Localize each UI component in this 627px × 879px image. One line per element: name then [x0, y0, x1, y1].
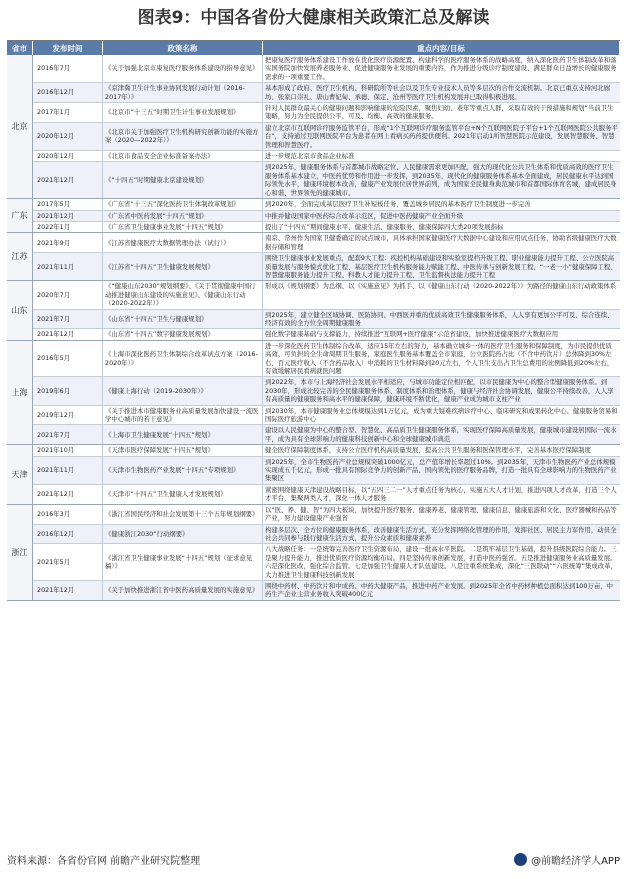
table-body — [7, 55, 620, 601]
policy-content: 到2022年，本市与上海经济社会发展水平相适应，与城市功能定位相匹配，以市民健康为中心的整合型健康服务体系。到2030年，形成比较完善的全民健康服务体系、制度体系和治理体系，健康与经济社会协调发展，健康公平持续改善，人人享有高质量的健康服务和高水平的健康保障，健康环境不断优化，健康产业成为城市支柱产业 — [265, 378, 614, 404]
province-group — [7, 445, 620, 504]
province-name: 广东 — [7, 199, 33, 232]
policy-content: 构建多层次、全方位的健康服务体系，改善健康生活方式，充分发挥网络化管理的作用，发挥社区、居民主力军作用，动员全社会共同参与践行健康生活方式，提升公众素质和健康素养 — [265, 525, 617, 542]
policy-name: 《天津市医疗保障发展“十四五”规划》 — [103, 445, 263, 455]
province-name: 上海 — [7, 341, 33, 444]
table-row — [33, 406, 620, 426]
province-rows — [33, 281, 620, 339]
policy-content: 到2025年，全市生物医药产业总规模突破1000亿元，总产值年增长率超过10%。到2035年，天津市生物医药产业总体规模实现成五千亿元，形成一批具有国际竞争力的创新产品、国内领先的医疗服务品牌，打造一批具有全球影响力的生物医药产业集聚区 — [265, 457, 617, 483]
policy-content: 到2020年，全面完成基层医疗卫生补短板任务，覆盖城乡居民的基本医疗卫生制度进一步完善 — [265, 200, 531, 209]
table-row — [33, 253, 620, 280]
brand — [514, 852, 620, 867]
policy-content: 围绕中药材、中药饮片和中成药、中药大健康产品，推进中药产业发展。到2025年全省中药材种植总面积达到100万亩，中药生产企业主营业务收入突破400亿元 — [265, 581, 613, 599]
footer — [7, 849, 620, 869]
policy-name: 《健康浙江2030”行动纲要》 — [103, 525, 263, 544]
policy-name: 《健康上海行动（2019-2030年）》 — [103, 377, 263, 404]
province-name: 浙江 — [7, 505, 33, 600]
policy-name: 《山东省“十四五”卫生与健康规划》 — [103, 310, 263, 329]
table-row — [33, 505, 620, 525]
policy-name: 《山东省“十四五”数字健康发展规划》 — [103, 329, 263, 339]
policy-name: 《浙江省卫生健康事业发展“十四五”规划（征求意见稿）》 — [103, 544, 263, 580]
table-row — [33, 485, 620, 504]
publish-date: 2017年1月 — [33, 103, 103, 122]
table-row — [33, 199, 620, 210]
publish-date: 2017年5月 — [33, 199, 103, 209]
table-row — [33, 123, 620, 151]
publish-date: 2021年9月 — [33, 233, 103, 252]
policy-content: 建设以人民健康为中心的整合型、智慧化、高品质卫生健康服务体系，实现医疗保障高质量发展，健康城市建设居国际一流水平，成为具有全球影响力的健康科技创新中心和全球健康城市典范 — [265, 426, 617, 443]
province-group — [7, 505, 620, 601]
publish-date: 2021年7月 — [33, 425, 103, 444]
province-rows — [33, 341, 620, 444]
policy-content: 到2030年，本市健康服务业总体规模达到1万亿元，成为重大疑难疾病诊疗中心、临床研究和成果转化中心、健康服务贸易和国际医疗旅游中心 — [265, 406, 618, 424]
publish-date: 2016年7月 — [33, 55, 103, 82]
policy-content: 把康复医疗服务体系建设工作放在优化医疗资源配置、构建科学的医疗服务体系的战略高度，纳入深化医药卫生体制改革和落实国务院加快发展养老服务业、促进健康服务业发展的重要内容，作为推进分级诊疗制度建设、满足群众日益增长的健康服务需求的一项重要工作。 — [265, 56, 617, 81]
table-row — [33, 83, 620, 103]
table-row — [33, 103, 620, 123]
table-row — [33, 310, 620, 330]
policy-content: 八大战略任务：一是统筹完善医疗卫生资源布局，建设一批高水平医院。二是筑牢基层卫生基础，提升县级医院综合能力。三是聚力提升能力，推进优质医疗资源均衡布局。四是坚持传承创新发展，打造中医药强省。五是推进健康服务业高质量发展。六是深化医改，强化综合监管。七是加强卫生健康人才队伍建设。八是注重系统集成，深化“三医联动”“六医统筹”集成改革，大力推进卫生健康科技创新发展 — [265, 545, 617, 579]
policy-name: 《“十四五”时期健康北京建设规划》 — [103, 162, 263, 198]
publish-date: 2022年1月 — [33, 222, 103, 232]
policy-content: 紧密围绕健康天津建设战略目标，以“五四三二一”人才重点任务为核心，实施五大人才计划，推进四项人才改革，打造三个人才平台，集聚两类人才，深化一体人才服务 — [265, 485, 617, 503]
policy-content: 到2025年，健康服务体系与首都城市战略定位、人民健康需求更加匹配，强大的现代化公共卫生体系和优质高效的医疗卫生服务体系基本建立，中医药优势和作用进一步发挥，到2035年，现代化的健康服务体系基本全面建成，居民健康水平达到国际领先水平，健康环境根本改善，健康产业发展位居世界前列，成为国家全民健身典范城市和首都国际体育名城，建成居民身心和谐、世界领先的健康城市。 — [265, 163, 617, 197]
policy-name: 《北京市食品安全企业标准备案办法》 — [103, 151, 263, 161]
policy-name: 《浙江省国民经济和社会发展第十三个五年规划纲要》 — [103, 505, 263, 524]
province-rows — [33, 233, 620, 280]
table-row — [33, 281, 620, 309]
province-rows — [33, 55, 620, 198]
table-row — [33, 544, 620, 581]
province-name: 山东 — [7, 281, 33, 339]
table-row — [33, 425, 620, 444]
policy-content: 强化数字健康基础与支撑能力，持续推进“互联网+医疗健康”示范省建设，加快推进健康医疗大数据应用 — [265, 330, 559, 339]
policy-name: 《广东省“十三五”深化医药卫生体制改革规划》 — [103, 199, 263, 209]
policy-content: 针对人民群众最关心的健康问题和影响健康的危险因素，聚焦妇幼、老年等重点人群，采取有效的干预措施和规划“当前卫生策略，努力为全民提供公平、可及、均衡、高效的健康服务。 — [265, 104, 614, 121]
policy-name: 《关于加强北京市康复医疗服务体系建设的指导意见》 — [103, 55, 263, 82]
policy-content: 进一步深化医药卫生体制综合改革，适应15年左右的努力，基本确立城乡一体的医疗卫生服务和保障制度，为市民提供优质高效、可负担的全生命周期卫生服务，家庭医生服务基本覆盖全市家庭，公立医院药占比（不含中药饮片）总体降到30%左右，百元医疗收入（不含药品收入）中消耗的卫生材料降到20元左右，个人卫生支出占卫生总费用的比例降低到20%左右，有效缓解居民看病就医问题 — [265, 341, 614, 375]
table-row — [33, 211, 620, 222]
table-row — [33, 222, 620, 232]
header-content: 重点内容/目标 — [263, 41, 620, 55]
publish-date: 2020年7月 — [33, 281, 103, 308]
province-group — [7, 55, 620, 199]
policy-content: 中推并健设国家中医药综合改革示范区，促进中医药健康产业全面升级 — [265, 211, 464, 220]
policy-name: 《上海市卫生健康发展“十四五”规划》 — [103, 425, 263, 444]
publish-date: 2021年12月 — [33, 162, 103, 198]
policy-name: 《广东省卫生健康事业发展“十四五”规划》 — [103, 222, 263, 232]
publish-date: 2021年7月 — [33, 310, 103, 329]
province-name: 江苏 — [7, 233, 33, 280]
province-name: 天津 — [7, 445, 33, 503]
policy-content: 健全医疗保障制度体系，支持公立医疗机构高质量发展，提高公共卫生服务和医保管理水平，完善基本医疗保障制度 — [265, 446, 591, 455]
province-rows — [33, 505, 620, 600]
table-row — [33, 55, 620, 83]
publish-date: 2020年12月 — [33, 123, 103, 150]
chart-title: 图表9：中国各省份大健康相关政策汇总及解读 — [137, 8, 490, 28]
brand-logo-icon — [514, 853, 527, 866]
publish-date: 2021年5月 — [33, 544, 103, 580]
policy-name: 《天津市“十四五”卫生健康人才发展规划》 — [103, 485, 263, 504]
table-row — [33, 457, 620, 485]
policy-name: 《上海市深化医药卫生体制综合改革试点方案（2016-2020年）》 — [103, 341, 263, 377]
publish-date: 2021年12月 — [33, 211, 103, 221]
policy-content: 到2025年，建立健全区域协调、医防协同、中西医并重的优质高效卫生健康服务体系，人人享有更加公平可及、综合连续、经济有效的全方位全周期健康服务 — [265, 310, 614, 327]
header-date: 发布时间 — [33, 41, 103, 55]
brand-label: @前瞻经济学人APP — [531, 855, 620, 867]
policy-name: 《关于加快推进浙江省中医药高质量发展的实施意见》 — [103, 581, 263, 600]
publish-date: 2021年12月 — [33, 329, 103, 339]
policy-content: 建立北京市互联网诊疗服务监管平台，形成“1个互联网诊疗服务监管平台+N个互联网医院子平台+1个互联网医院公共服务平台”，支持通过互联网医院平台为患者在网上看病买药药提供便利。2021年启动1所智慧医院示范建设，发展智慧服务、智慧管理和智慧医疗。 — [265, 123, 618, 149]
publish-date: 2016年12月 — [33, 83, 103, 102]
policy-name: 《江苏省健康医疗大数据管理办法（试行）》 — [103, 233, 263, 252]
policy-name: 《京津冀卫生计生事业协同发展行动计划（2016-2017年）》 — [103, 83, 263, 102]
table-row — [33, 341, 620, 378]
publish-date: 2021年11月 — [33, 457, 103, 484]
province-group — [7, 341, 620, 445]
policy-name: 《江苏省“十四五”卫生健康发展规划》 — [103, 253, 263, 280]
province-group — [7, 233, 620, 281]
province-rows — [33, 199, 620, 232]
province-name: 北京 — [7, 55, 33, 198]
publish-date: 2016年5月 — [33, 341, 103, 377]
publish-date: 2021年11月 — [33, 253, 103, 280]
policy-name: 《天津市生物医药产业发展“十四五”专项规划》 — [103, 457, 263, 484]
table-row — [33, 162, 620, 198]
publish-date: 2016年3月 — [33, 505, 103, 524]
policy-name: 《广东省中医药发展“十四五”规划》 — [103, 211, 263, 221]
policy-name: 《“健康山东2030”规划纲要》、《关于贯彻健康中国行动推进健康山东建设的实施意见》、《健康山东行动（2020-2022年）》 — [103, 281, 263, 308]
policy-content: 形成以《规划纲要》为总纲、以《实施意见》为抓手、以《健康山东行动（2020-2022年）》为路径的健康山东行动政策体系 — [265, 282, 617, 291]
table-row — [33, 377, 620, 405]
table-row — [33, 329, 620, 339]
policy-name: 《北京市“十三五”时期卫生计生事业发展规划》 — [103, 103, 263, 122]
source-note: 资料来源：各省份官网 前瞻产业研究院整理 — [7, 855, 201, 867]
table-row — [33, 525, 620, 545]
table-header — [7, 41, 620, 55]
policy-content: 以“医、养、健、智”为四大板块，加快提升医疗服务、健康养老、健康管理、健康信息、健康旅游和文化、医疗器械和药品等产业，努力建设健康产业强省 — [265, 505, 617, 523]
province-group — [7, 199, 620, 233]
table-row — [33, 151, 620, 162]
policy-content: 围绕卫生健康事业发展重点，配套9大工程：疾控机构基础建设和实验室提档升级工程、职业健康能力提升工程、公立医院高质量发展与服务模式优化工程、基层医疗卫生机构服务能力赋能工程、中医传承与创新发展工程、“一老一小”健康保障工程、智慧健康服务能力提升工程、科教人才能力提升工程、卫生监督执法能力提升工程 — [265, 254, 617, 279]
policy-content: 进一步规范北京市食品企业标准 — [265, 152, 355, 161]
policy-table — [7, 40, 620, 601]
policy-name: 《北京市关于加强医疗卫生机构研究创新功能的实施方案（2020—2022年）》 — [103, 123, 263, 150]
policy-name: 《关于推进本市健康服务业高质量发展加快建设一流医学中心城市的若干意见》 — [103, 406, 263, 425]
publish-date: 2016年12月 — [33, 525, 103, 544]
publish-date: 2019年12月 — [33, 406, 103, 425]
publish-date: 2020年12月 — [33, 151, 103, 161]
publish-date: 2021年12月 — [33, 581, 103, 600]
header-policy-name: 政策名称 — [103, 41, 263, 55]
publish-date: 2021年12月 — [33, 485, 103, 504]
policy-content: 南京、常州作为国家卫健委确定的试点城市，具体承担国家健康医疗大数据中心建设和应用试点任务，协助省级健康医疗大数据存储和管理 — [265, 234, 617, 251]
publish-date: 2021年10月 — [33, 445, 103, 455]
publish-date: 2019年6月 — [33, 377, 103, 404]
policy-content: 提出了“十四五”期间健康水平、健康生活、健康服务、健康保障四大类20项发展指标 — [265, 222, 504, 231]
table-row — [33, 581, 620, 600]
header-province: 省市 — [7, 41, 33, 55]
province-group — [7, 281, 620, 340]
policy-content: 基本形成了政府、医疗卫生机构、科研院所等社会以及卫生专业技术人员等多层次的合作交流机制。北京已重点支持河北廊坊、张家口崇礼、唐山曹妃甸、承德、保定、沧州等医疗卫生机构发展并已取得积极进展。 — [265, 84, 611, 101]
province-rows — [33, 445, 620, 503]
table-row — [33, 445, 620, 456]
table-row — [33, 233, 620, 253]
